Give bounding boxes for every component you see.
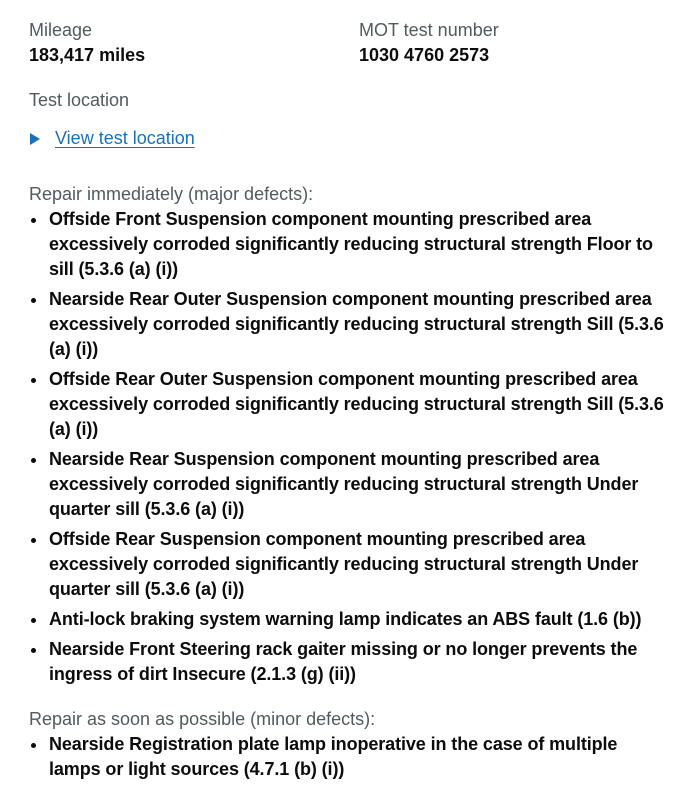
minor-defects-heading: Repair as soon as possible (minor defects): <box>29 709 376 729</box>
disclosure-triangle-icon[interactable] <box>30 133 40 145</box>
major-defects-list <box>29 207 669 687</box>
major-defects-section <box>29 182 669 692</box>
mileage-key: Mileage <box>29 20 93 40</box>
defect-item: Nearside Rear Outer Suspension component mounting prescribed area excessively corroded significantly reducing structural strength Sill (5.3.6 (a) (i)) <box>29 287 669 362</box>
defect-item: Offside Front Suspension component mounting prescribed area excessively corroded significantly reducing structural strength Floor to sill (5.3.6 (a) (i)) <box>29 207 669 282</box>
test-number-key: MOT test number <box>359 20 499 40</box>
test-location-key: Test location <box>29 90 130 110</box>
defect-item: Offside Rear Outer Suspension component mounting prescribed area excessively corroded significantly reducing structural strength Sill (5.3.6 (a) (i)) <box>29 367 669 442</box>
test-number-summary <box>359 18 499 68</box>
view-test-location-link[interactable]: View test location <box>55 128 195 148</box>
test-summary <box>29 18 669 70</box>
minor-defects-list <box>29 732 669 782</box>
defect-item: Nearside Front Steering rack gaiter missing or no longer prevents the ingress of dirt Insecure (2.1.3 (g) (ii)) <box>29 637 669 687</box>
test-number-value: 1030 4760 2573 <box>359 45 490 65</box>
defect-item: Nearside Registration plate lamp inoperative in the case of multiple lamps or light sources (4.7.1 (b) (i)) <box>29 732 669 782</box>
minor-defects-section <box>29 707 669 787</box>
defect-item: Nearside Rear Suspension component mounting prescribed area excessively corroded significantly reducing structural strength Under quarter sill (5.3.6 (a) (i)) <box>29 447 669 522</box>
view-test-location-toggle[interactable] <box>29 126 195 151</box>
major-defects-heading: Repair immediately (major defects): <box>29 184 314 204</box>
defect-item: Anti-lock braking system warning lamp indicates an ABS fault (1.6 (b)) <box>29 607 669 632</box>
mileage-value: 183,417 miles <box>29 45 146 65</box>
mileage-summary <box>29 18 145 68</box>
defect-item: Offside Rear Suspension component mounting prescribed area excessively corroded significantly reducing structural strength Under quarter sill (5.3.6 (a) (i)) <box>29 527 669 602</box>
